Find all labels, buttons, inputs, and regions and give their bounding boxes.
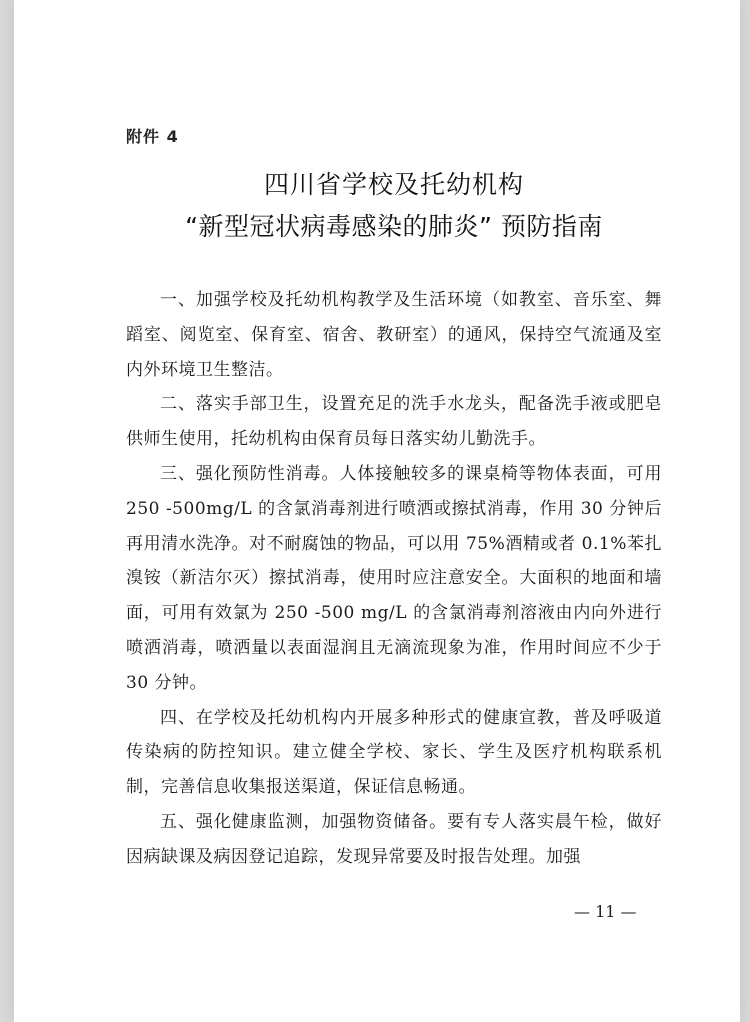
paragraph-hand-hygiene: 二、落实手部卫生，设置充足的洗手水龙头，配备洗手液或肥皂供师生使用，托幼机构由保育员每日落实幼儿勤洗手。 [126, 394, 662, 450]
document-page [14, 0, 740, 1022]
document-body [126, 283, 662, 875]
paragraph-disinfection: 三、强化预防性消毒。人体接触较多的课桌椅等物体表面，可用 250 -500mg/L 的含氯消毒剂进行喷洒或擦拭消毒，作用 30 分钟后再用清水洗净。对不耐腐蚀的物品，可以用 75%酒精或者 0.1%苯扎溴铵（新洁尔灭）擦拭消毒，使用时应注意安全。大面积的地面和墙面，可用有效氯为 250 -500 mg/L 的含氯消毒剂溶液由内向外进行喷洒消毒，喷洒量以表面湿润且无滴流现象为准，作用时间应不少于 30 分钟。 [126, 463, 662, 693]
document-title-line-1: 四川省学校及托幼机构 [263, 170, 524, 199]
attachment-label: 附件 4 [126, 127, 179, 146]
paragraph-health-monitoring: 五、强化健康监测，加强物资储备。要有专人落实晨午检，做好因病缺课及病因登记追踪，发现异常要及时报告处理。加强 [126, 811, 662, 867]
page-number: — 11 — [574, 902, 637, 921]
document-title-line-2: “新型冠状病毒感染的肺炎” 预防指南 [185, 212, 603, 241]
paragraph-health-education: 四、在学校及托幼机构内开展多种形式的健康宣教，普及呼吸道传染病的防控知识。建立健全学校、家长、学生及医疗机构联系机制，完善信息收集报送渠道，保证信息畅通。 [126, 707, 662, 798]
paragraph-ventilation: 一、加强学校及托幼机构教学及生活环境（如教室、音乐室、舞蹈室、阅览室、保育室、宿舍、教研室）的通风，保持空气流通及室内外环境卫生整洁。 [126, 290, 662, 380]
